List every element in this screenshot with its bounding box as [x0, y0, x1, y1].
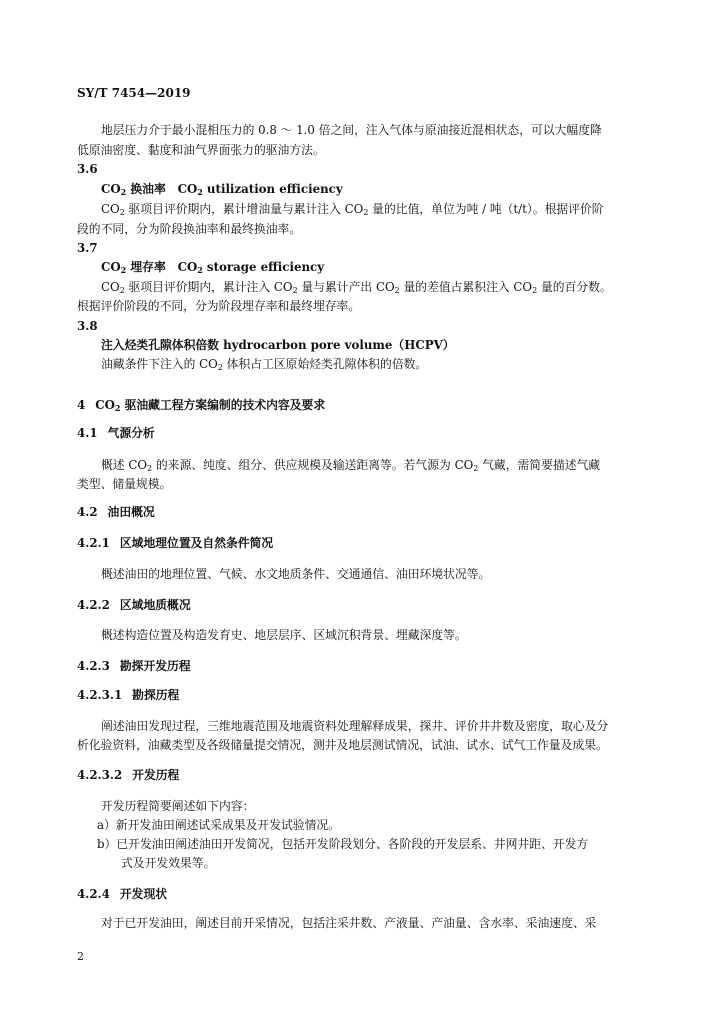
paragraph-line: 析化验资料，油藏类型及各级储量提交情况，测井及地层测试情况，试油、试水、试气工作量及成果。 [77, 738, 608, 752]
term-heading: 注入烃类孔隙体积倍数 hydrocarbon pore volume（HCPV） [101, 338, 455, 352]
paragraph-line: 概述油田的地理位置、气候、水文地质条件、交通通信、油田环境状况等。 [101, 567, 491, 581]
standard-code: SY/T 7454—2019 [77, 86, 191, 100]
paragraph-line: 类型、储量规模。 [77, 477, 172, 491]
section-heading: 4.2.2 区域地质概况 [77, 598, 191, 612]
clause-number: 3.8 [77, 319, 98, 333]
clause-number: 3.6 [77, 162, 98, 176]
page-number: 2 [77, 950, 84, 963]
section-heading: 4.2.3.1 勘探历程 [77, 688, 180, 702]
paragraph-line: 概述构造位置及构造发育史、地层层序、区域沉积背景、埋藏深度等。 [101, 628, 467, 642]
section-heading: 4.2 油田概况 [77, 505, 155, 519]
paragraph-line: 低原油密度、黏度和油气界面张力的驱油方法。 [77, 143, 325, 157]
paragraph-line: 根据评价阶段的不同，分为阶段埋存率和最终埋存率。 [77, 299, 361, 313]
paragraph-line: 地层压力介于最小混相压力的 0.8 ～ 1.0 倍之间，注入气体与原油接近混相状态，可以大幅度降 [101, 123, 602, 137]
term-heading: $CO_2$ 换油率 $CO_2$ utilization efficiency [101, 182, 343, 197]
list-item: a）新开发油田阐述试采成果及开发试验情况。 [97, 818, 340, 832]
paragraph-line: 段的不同，分为阶段换油率和最终换油率。 [77, 222, 302, 236]
section-heading: 4.1 气源分析 [77, 426, 155, 440]
paragraph-line: $CO_2$ 驱项目评价期内，累计增油量与累计注入 $CO_2$ 量的比值，单位为吨 / 吨（t/t）。根据评价阶 [101, 202, 604, 217]
paragraph-line: 对于已开发油田，阐述目前开采情况，包括注采井数、产液量、产油量、含水率、采油速度、采 [101, 916, 597, 930]
section-heading: 4.2.3 勘探开发历程 [77, 659, 191, 673]
paragraph-line: 阐述油田发现过程，三维地震范围及地震资料处理解释成果，探井、评价井井数及密度，取心及分 [101, 719, 609, 733]
paragraph-line: 概述 $CO_2$ 的来源、纯度、组分、供应规模及输送距离等。若气源为 $CO_2$ 气藏，需简要描述气藏 [101, 458, 601, 473]
list-item: b）已开发油田阐述油田开发简况，包括开发阶段划分、各阶段的开发层系、井网井距、开发方 [97, 837, 589, 851]
list-item-continuation: 式及开发效果等。 [121, 856, 216, 870]
section-heading: 4.2.1 区域地理位置及自然条件简况 [77, 536, 274, 550]
paragraph-line: $CO_2$ 驱项目评价期内，累计注入 $CO_2$ 量与累计产出 $CO_2$ 量的差值占累积注入 $CO_2$ 量的百分数。 [101, 280, 612, 295]
section-heading: 4 $CO_2$ 驱油藏工程方案编制的技术内容及要求 [77, 398, 326, 413]
paragraph-line: 油藏条件下注入的 $CO_2$ 体积占工区原始烃类孔隙体积的倍数。 [101, 357, 428, 372]
paragraph-line: 开发历程简要阐述如下内容： [101, 799, 255, 813]
section-heading: 4.2.3.2 开发历程 [77, 768, 180, 782]
term-heading: $CO_2$ 埋存率 $CO_2$ storage efficiency [101, 260, 325, 275]
section-heading: 4.2.4 开发现状 [77, 887, 168, 901]
clause-number: 3.7 [77, 241, 98, 255]
